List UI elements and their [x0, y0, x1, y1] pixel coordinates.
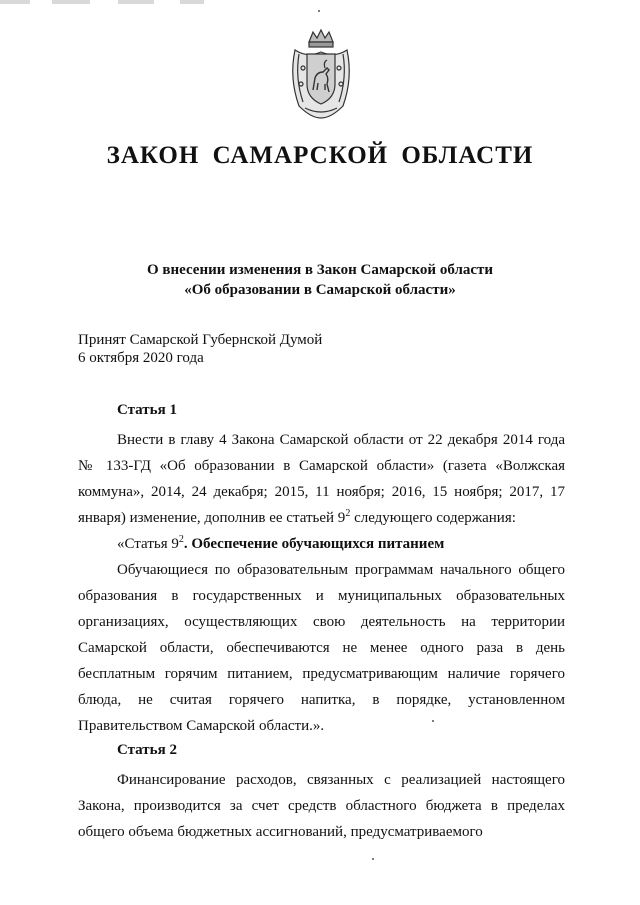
- article-1-heading-block: [78, 397, 565, 423]
- new-article-title: . Обеспечение обучающихся питанием: [183, 536, 445, 552]
- article-2-heading-block: [78, 737, 565, 763]
- scan-speck: [432, 720, 434, 722]
- article-1-heading: Статья 1: [117, 402, 177, 418]
- adopted-date: 6 октября 2020 года: [78, 350, 204, 366]
- scan-edge: [0, 0, 640, 6]
- article-2-body: [78, 767, 565, 845]
- subject-line-2: «Об образовании в Самарской области»: [184, 282, 456, 298]
- article-2-heading: Статья 2: [117, 742, 177, 758]
- samara-coat-of-arms-icon: [285, 28, 357, 120]
- article-1-text-end: следующего содержания:: [350, 510, 516, 526]
- new-article-heading: [78, 531, 565, 557]
- new-article-text: Обучающиеся по образовательным программам начального общего образования в государственных и муниципальных образовательных организациях, осуществляющих свою деятельность на территории Самарской области, обеспечиваются не менее одного раза в день бесплатным горячим питанием, предусматривающим наличие горячего блюда, не считая горячего напитка, в порядке, установленном Правительством Самарской области.».: [78, 562, 565, 734]
- scan-speck: [372, 858, 374, 860]
- article-1-body: [78, 427, 565, 739]
- new-article-prefix: «Статья 9: [117, 536, 179, 552]
- article-1-paragraph: [78, 427, 565, 531]
- law-subject: [0, 260, 640, 300]
- subject-line-1: О внесении изменения в Закон Самарской области: [146, 262, 494, 278]
- new-article-superscript: 2: [178, 534, 184, 545]
- article-2-paragraph: Финансирование расходов, связанных с реализацией настоящего Закона, производится за счет средств областного бюджета в пределах общего объема бюджетных ассигнований, предусматриваемого: [78, 772, 565, 840]
- adoption-info: [78, 331, 322, 367]
- scan-speck: [318, 10, 320, 12]
- adopted-by: Принят Самарской Губернской Думой: [78, 332, 323, 348]
- law-title: ЗАКОН САМАРСКОЙ ОБЛАСТИ: [106, 142, 534, 169]
- article-1-superscript: 2: [345, 508, 351, 519]
- article-1-text: Внести в главу 4 Закона Самарской области от 22 декабря 2014 года № 133-ГД «Об образовании в Самарской области» (газета «Волжская коммуна», 2014, 24 декабря; 2015, 11 ноября; 2016, 15 ноября; 2017, 17 января) изменение, дополнив ее статьей 9: [78, 432, 565, 526]
